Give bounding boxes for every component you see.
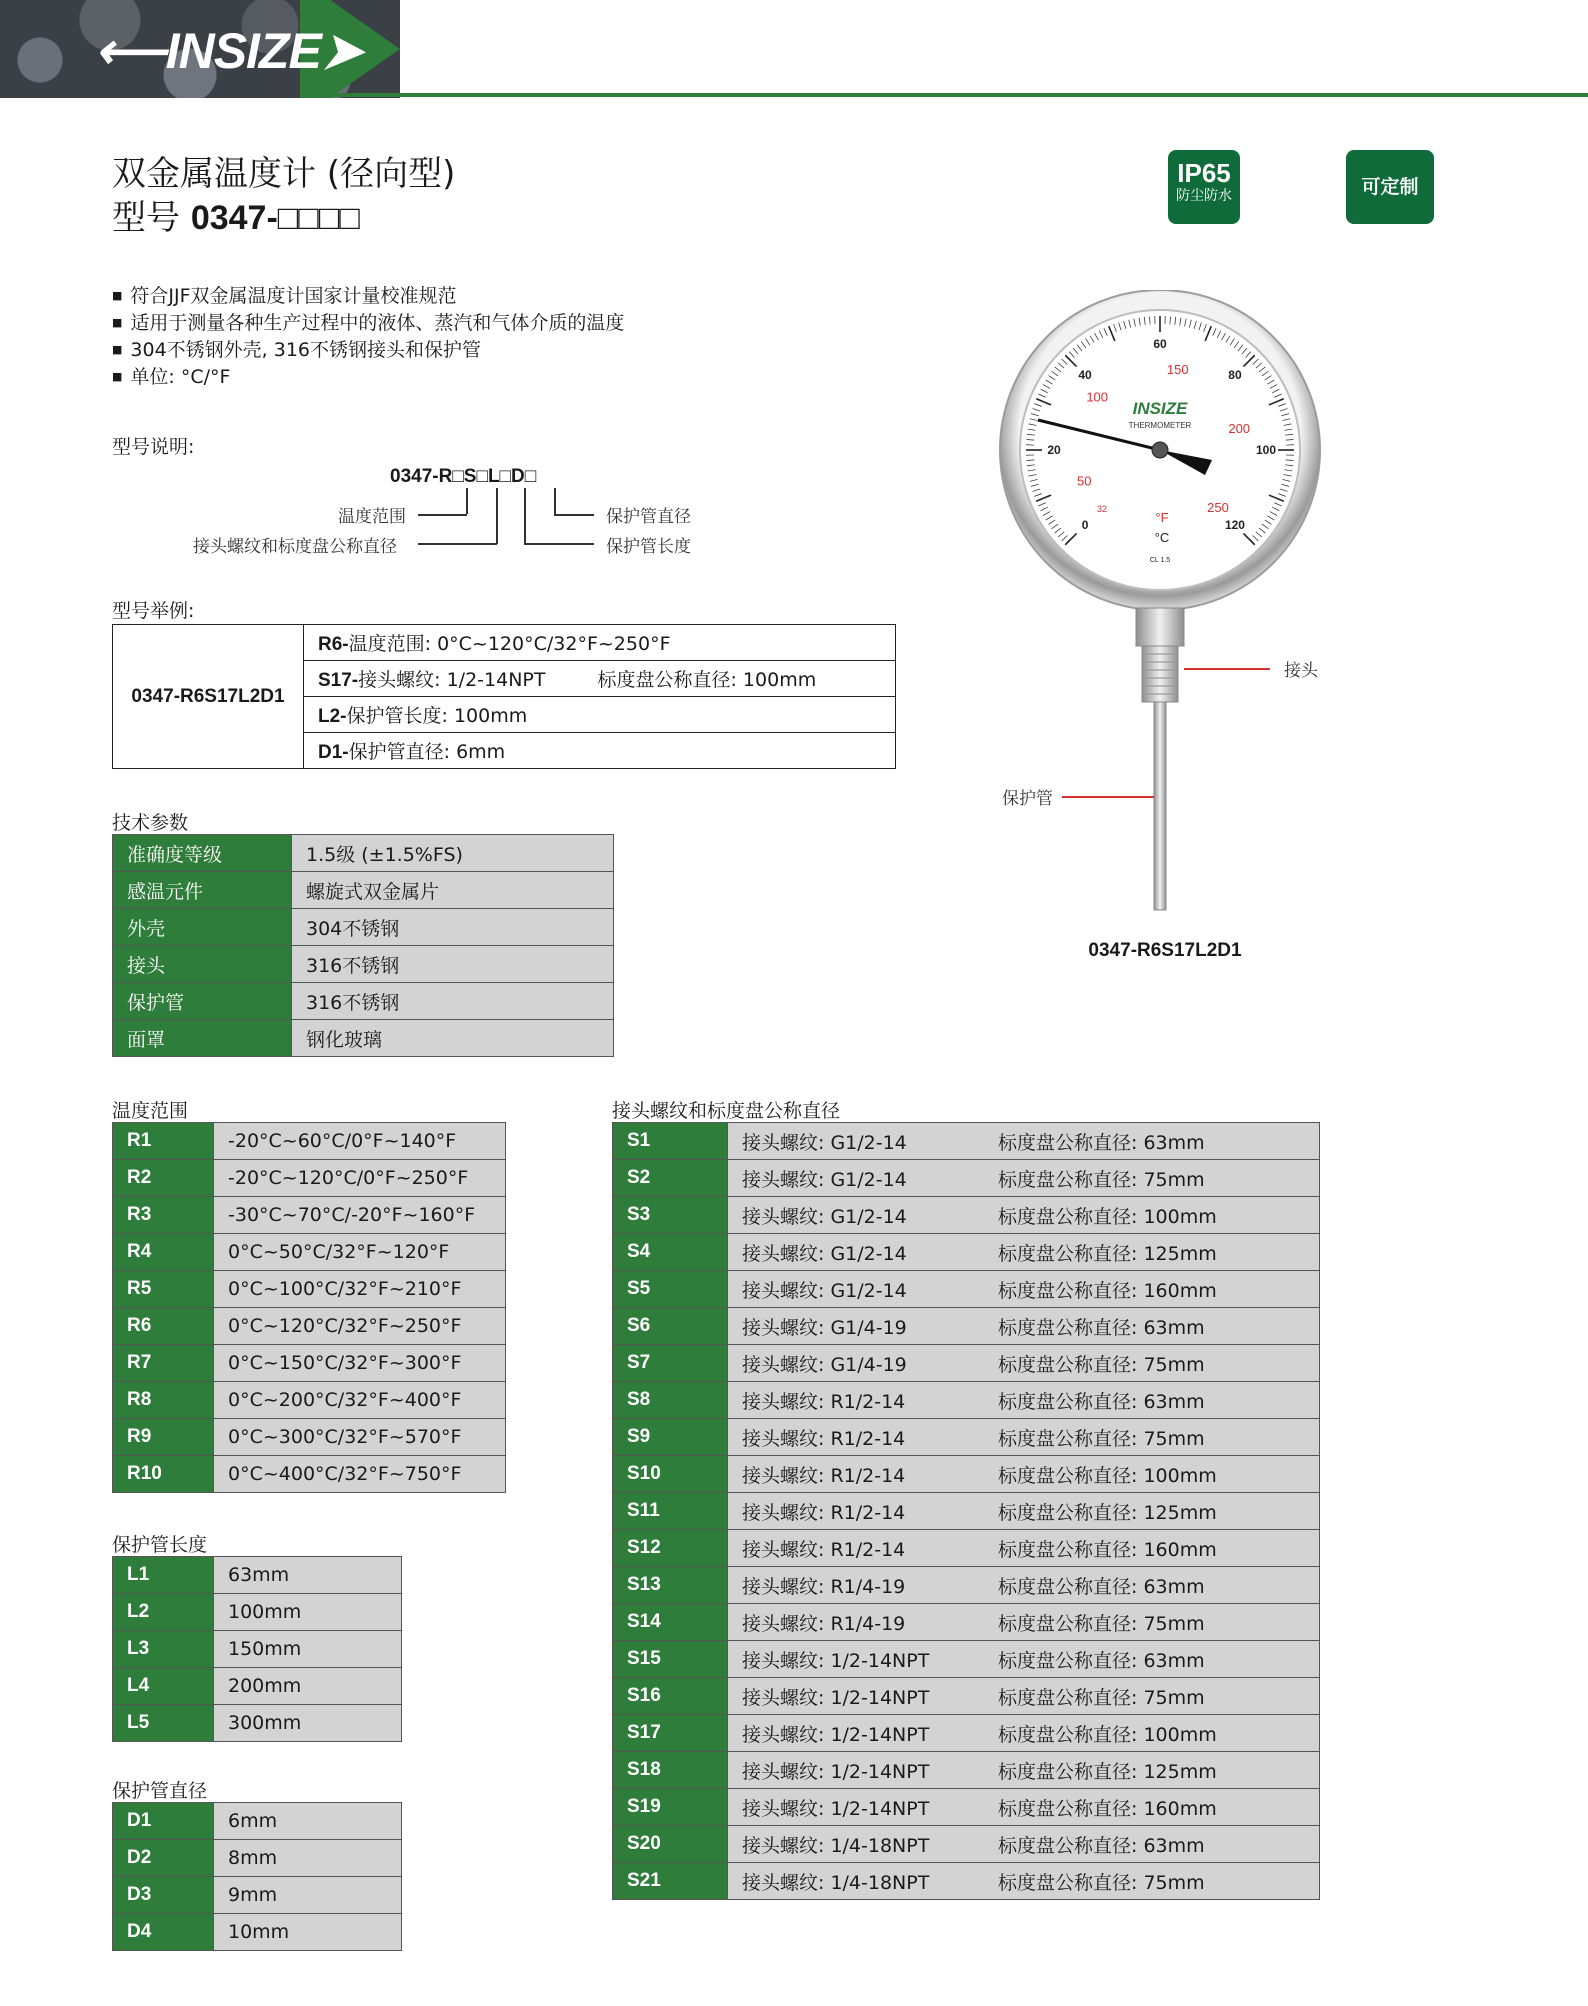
thread-spec: 接头螺纹: G1/2-14 — [742, 1168, 907, 1191]
table-row — [113, 1020, 614, 1057]
row-code: L4 — [113, 1668, 214, 1705]
row-code: S2 — [613, 1160, 728, 1197]
row-code: S21 — [613, 1863, 728, 1900]
diagram-label-range: 温度范围 — [338, 507, 406, 527]
row-value: 300mm — [214, 1705, 402, 1742]
table-row — [613, 1197, 1320, 1234]
row-value: -20°C~60°C/0°F~140°F — [214, 1123, 506, 1160]
thread-dial-heading: 接头螺纹和标度盘公称直径 — [612, 1100, 841, 1122]
row-code: S18 — [613, 1752, 728, 1789]
thread-spec: 接头螺纹: G1/2-14 — [742, 1131, 907, 1154]
thread-spec: 接头螺纹: R1/2-14 — [742, 1501, 906, 1524]
dial-diameter-spec: 标度盘公称直径: 63mm — [998, 1834, 1205, 1857]
diagram-line — [466, 488, 468, 514]
table-row — [113, 1914, 402, 1951]
row-code: L5 — [113, 1705, 214, 1742]
row-code: S10 — [613, 1456, 728, 1493]
thread-spec: 接头螺纹: G1/4-19 — [742, 1316, 907, 1339]
example-text: 保护管直径: 6mm — [348, 741, 506, 763]
dial-diameter-spec: 标度盘公称直径: 75mm — [998, 1686, 1205, 1709]
ip65-code: IP65 — [1177, 158, 1231, 188]
header-divider-line — [330, 93, 1588, 97]
tech-value: 316不锈钢 — [292, 946, 614, 983]
row-value: 0°C~300°C/32°F~570°F — [214, 1419, 506, 1456]
thread-spec: 接头螺纹: 1/2-14NPT — [742, 1649, 930, 1672]
dial-diameter-spec: 标度盘公称直径: 75mm — [998, 1871, 1205, 1894]
celsius-label: 80 — [1228, 368, 1242, 383]
row-code: R9 — [113, 1419, 214, 1456]
row-code: S8 — [613, 1382, 728, 1419]
table-row — [613, 1308, 1320, 1345]
dial-diameter-spec: 标度盘公称直径: 100mm — [998, 1464, 1217, 1487]
tube-diameter-table — [112, 1802, 402, 1951]
temp-range-table — [112, 1122, 506, 1493]
table-row — [613, 1234, 1320, 1271]
logo-text: INSIZE — [165, 23, 321, 79]
row-code: R3 — [113, 1197, 214, 1234]
table-row — [613, 1419, 1320, 1456]
tech-value: 304不锈钢 — [292, 909, 614, 946]
row-value: -30°C~70°C/-20°F~160°F — [214, 1197, 506, 1234]
example-text: 温度范围: 0°C~120°C/32°F~250°F — [348, 633, 671, 655]
fahrenheit-label: 250 — [1207, 499, 1229, 515]
tube-diameter-heading: 保护管直径 — [112, 1780, 208, 1802]
thermometer-image — [990, 290, 1330, 920]
fahrenheit-label: 32 — [1097, 503, 1108, 514]
feature-item: ■ 单位: °C/°F — [112, 365, 624, 392]
table-row — [113, 1419, 506, 1456]
table-row — [613, 1863, 1320, 1900]
dial-diameter-spec: 标度盘公称直径: 63mm — [998, 1316, 1205, 1339]
row-code: R4 — [113, 1234, 214, 1271]
model-explanation-heading: 型号说明: — [112, 436, 195, 458]
row-code: R10 — [113, 1456, 214, 1493]
row-value: 100mm — [214, 1594, 402, 1631]
row-value — [728, 1382, 1320, 1419]
thread-spec: 接头螺纹: 1/2-14NPT — [742, 1760, 930, 1783]
thread-spec: 接头螺纹: R1/4-19 — [742, 1575, 906, 1598]
table-row — [113, 1197, 506, 1234]
row-value — [728, 1789, 1320, 1826]
model-title-prefix: 型号 — [112, 198, 191, 238]
example-text: 保护管长度: 100mm — [346, 705, 528, 727]
example-extra: 标度盘公称直径: 100mm — [597, 669, 817, 691]
row-code: S12 — [613, 1530, 728, 1567]
dial-diameter-spec: 标度盘公称直径: 160mm — [998, 1279, 1217, 1302]
thread-dial-table — [612, 1122, 1320, 1900]
table-row — [113, 1840, 402, 1877]
table-row — [113, 1557, 402, 1594]
celsius-label: 0 — [1081, 517, 1089, 532]
celsius-label: 100 — [1255, 443, 1277, 457]
dial-diameter-spec: 标度盘公称直径: 125mm — [998, 1242, 1217, 1265]
dial-diameter-spec: 标度盘公称直径: 100mm — [998, 1723, 1217, 1746]
row-code: R1 — [113, 1123, 214, 1160]
example-heading: 型号举例: — [112, 600, 195, 622]
logo-arrow-right-icon: ➤ — [320, 23, 362, 79]
table-row — [113, 1803, 402, 1840]
row-value: 0°C~150°C/32°F~300°F — [214, 1345, 506, 1382]
table-row — [113, 1594, 402, 1631]
dial-brand: INSIZE — [1132, 399, 1188, 418]
tech-key: 感温元件 — [113, 872, 292, 909]
row-code: S19 — [613, 1789, 728, 1826]
example-key: S17- — [318, 670, 359, 691]
table-row — [113, 1382, 506, 1419]
table-row — [613, 1604, 1320, 1641]
dial-diameter-spec: 标度盘公称直径: 75mm — [998, 1612, 1205, 1635]
celsius-label: 60 — [1153, 337, 1167, 351]
fahrenheit-label: 150 — [1166, 361, 1189, 377]
row-value — [728, 1197, 1320, 1234]
tech-value: 316不锈钢 — [292, 983, 614, 1020]
table-row — [613, 1456, 1320, 1493]
thread-spec: 接头螺纹: R1/2-14 — [742, 1538, 906, 1561]
table-row — [113, 1123, 506, 1160]
diagram-line — [524, 488, 526, 544]
table-row — [613, 1752, 1320, 1789]
model-title — [112, 190, 360, 239]
table-row — [613, 1789, 1320, 1826]
dial-diameter-spec: 标度盘公称直径: 125mm — [998, 1760, 1217, 1783]
thread-spec: 接头螺纹: G1/2-14 — [742, 1242, 907, 1265]
row-value — [728, 1160, 1320, 1197]
table-row — [613, 1567, 1320, 1604]
row-code: D1 — [113, 1803, 214, 1840]
dial-diameter-spec: 标度盘公称直径: 125mm — [998, 1501, 1217, 1524]
row-code: S6 — [613, 1308, 728, 1345]
diagram-line — [496, 488, 498, 544]
dial-diameter-spec: 标度盘公称直径: 160mm — [998, 1538, 1217, 1561]
gauge-hub — [1152, 442, 1168, 458]
table-row — [613, 1345, 1320, 1382]
table-row — [113, 1345, 506, 1382]
diagram-line — [554, 514, 594, 516]
diagram-line — [418, 543, 497, 545]
dial-diameter-spec: 标度盘公称直径: 100mm — [998, 1205, 1217, 1228]
table-row — [113, 1308, 506, 1345]
example-row — [304, 697, 896, 733]
row-code: R2 — [113, 1160, 214, 1197]
tech-key: 面罩 — [113, 1020, 292, 1057]
row-value — [728, 1493, 1320, 1530]
diagram-label-thread: 接头螺纹和标度盘公称直径 — [193, 537, 397, 557]
row-code: S7 — [613, 1345, 728, 1382]
row-value: 200mm — [214, 1668, 402, 1705]
table-row — [113, 1234, 506, 1271]
tech-key: 准确度等级 — [113, 835, 292, 872]
row-value: 63mm — [214, 1557, 402, 1594]
ip65-text: 防尘防水 — [1176, 188, 1232, 204]
table-row — [613, 1678, 1320, 1715]
row-value: 0°C~400°C/32°F~750°F — [214, 1456, 506, 1493]
row-code: S11 — [613, 1493, 728, 1530]
temp-range-heading: 温度范围 — [112, 1100, 189, 1122]
model-code-pattern: 0347-R□S□L□D□ — [390, 466, 537, 487]
row-value: 150mm — [214, 1631, 402, 1668]
example-row — [304, 661, 896, 697]
table-row — [613, 1826, 1320, 1863]
row-code: S9 — [613, 1419, 728, 1456]
tech-key: 外壳 — [113, 909, 292, 946]
row-code: S15 — [613, 1641, 728, 1678]
row-code: L1 — [113, 1557, 214, 1594]
row-value — [728, 1419, 1320, 1456]
row-value — [728, 1308, 1320, 1345]
row-value: 0°C~200°C/32°F~400°F — [214, 1382, 506, 1419]
table-row — [113, 1668, 402, 1705]
row-value: 0°C~100°C/32°F~210°F — [214, 1271, 506, 1308]
row-code: R7 — [113, 1345, 214, 1382]
row-code: L3 — [113, 1631, 214, 1668]
row-code: S17 — [613, 1715, 728, 1752]
tech-heading: 技术参数 — [112, 812, 189, 834]
thread-spec: 接头螺纹: 1/4-18NPT — [742, 1871, 930, 1894]
example-key: D1- — [318, 742, 349, 763]
dial-unit-c: °C — [1154, 530, 1170, 545]
row-value: 9mm — [214, 1877, 402, 1914]
thread-spec: 接头螺纹: G1/2-14 — [742, 1279, 907, 1302]
celsius-label: 20 — [1047, 443, 1061, 457]
table-row — [613, 1271, 1320, 1308]
callout-line-connector — [1184, 668, 1270, 670]
table-row — [113, 909, 614, 946]
row-value — [728, 1123, 1320, 1160]
diagram-line — [524, 543, 594, 545]
row-value: 0°C~120°C/32°F~250°F — [214, 1308, 506, 1345]
row-value — [728, 1567, 1320, 1604]
thread-spec: 接头螺纹: R1/4-19 — [742, 1612, 906, 1635]
row-code: R5 — [113, 1271, 214, 1308]
tech-key: 接头 — [113, 946, 292, 983]
example-row — [304, 733, 896, 769]
feature-item: ■ 适用于测量各种生产过程中的液体、蒸汽和气体介质的温度 — [112, 311, 624, 338]
table-row — [113, 872, 614, 909]
table-row — [613, 1493, 1320, 1530]
model-title-code: 0347-□□□□ — [190, 199, 360, 237]
table-row — [113, 835, 614, 872]
row-value — [728, 1826, 1320, 1863]
dial-diameter-spec: 标度盘公称直径: 160mm — [998, 1797, 1217, 1820]
row-value — [728, 1345, 1320, 1382]
table-row — [113, 1456, 506, 1493]
tube-length-heading: 保护管长度 — [112, 1534, 208, 1556]
row-value — [728, 1641, 1320, 1678]
diagram-label-tube-diameter: 保护管直径 — [606, 507, 691, 527]
row-value — [728, 1863, 1320, 1900]
row-value: 8mm — [214, 1840, 402, 1877]
diagram-label-tube-length: 保护管长度 — [606, 537, 691, 557]
table-row — [113, 625, 896, 661]
tech-key: 保护管 — [113, 983, 292, 1020]
table-row — [613, 1715, 1320, 1752]
row-code: R8 — [113, 1382, 214, 1419]
dial-diameter-spec: 标度盘公称直径: 63mm — [998, 1131, 1205, 1154]
tech-value: 1.5级 (±1.5%FS) — [292, 835, 614, 872]
dial-unit-f: °F — [1155, 510, 1169, 525]
thread-spec: 接头螺纹: R1/2-14 — [742, 1390, 906, 1413]
logo-arrow-left-icon: ⟵ — [95, 23, 166, 79]
thread-spec: 接头螺纹: R1/2-14 — [742, 1464, 906, 1487]
thread-spec: 接头螺纹: G1/4-19 — [742, 1353, 907, 1376]
table-row — [113, 1271, 506, 1308]
brand-logo — [95, 22, 362, 80]
diagram-line — [554, 488, 556, 514]
feature-item: ■ 304不锈钢外壳, 316不锈钢接头和保护管 — [112, 338, 624, 365]
ip65-badge — [1168, 150, 1240, 224]
gauge-protection-tube — [1154, 702, 1166, 910]
dial-diameter-spec: 标度盘公称直径: 75mm — [998, 1353, 1205, 1376]
diagram-line — [418, 514, 467, 516]
row-code: S4 — [613, 1234, 728, 1271]
table-row — [113, 1877, 402, 1914]
tube-length-table — [112, 1556, 402, 1742]
example-key: L2- — [318, 706, 347, 727]
row-code: S3 — [613, 1197, 728, 1234]
thread-spec: 接头螺纹: 1/2-14NPT — [742, 1797, 930, 1820]
table-row — [113, 983, 614, 1020]
table-row — [113, 1160, 506, 1197]
table-row — [613, 1530, 1320, 1567]
table-row — [113, 946, 614, 983]
table-row — [113, 1631, 402, 1668]
table-row — [613, 1382, 1320, 1419]
row-code: S20 — [613, 1826, 728, 1863]
thread-spec: 接头螺纹: 1/2-14NPT — [742, 1686, 930, 1709]
example-text: 接头螺纹: 1/2-14NPT — [358, 669, 546, 691]
customizable-badge: 可定制 — [1346, 150, 1434, 224]
row-code: S13 — [613, 1567, 728, 1604]
thread-spec: 接头螺纹: R1/2-14 — [742, 1427, 906, 1450]
example-code: 0347-R6S17L2D1 — [113, 625, 304, 769]
callout-tube: 保护管 — [1002, 789, 1053, 809]
row-code: S16 — [613, 1678, 728, 1715]
row-value — [728, 1271, 1320, 1308]
tech-value: 钢化玻璃 — [292, 1020, 614, 1057]
row-value — [728, 1530, 1320, 1567]
fahrenheit-label: 50 — [1077, 473, 1092, 489]
row-value — [728, 1604, 1320, 1641]
dial-subtitle: THERMOMETER — [1128, 421, 1192, 430]
row-code: S5 — [613, 1271, 728, 1308]
feature-list — [112, 284, 624, 392]
dial-diameter-spec: 标度盘公称直径: 63mm — [998, 1575, 1205, 1598]
example-table — [112, 624, 896, 769]
table-row — [613, 1160, 1320, 1197]
dial-class: CL 1.5 — [1149, 557, 1171, 564]
celsius-label: 120 — [1224, 517, 1245, 532]
dial-diameter-spec: 标度盘公称直径: 63mm — [998, 1649, 1205, 1672]
thread-spec: 接头螺纹: G1/2-14 — [742, 1205, 907, 1228]
feature-item: ■ 符合JJF双金属温度计国家计量校准规范 — [112, 284, 624, 311]
example-key: R6- — [318, 634, 349, 655]
callout-line-tube — [1062, 796, 1154, 798]
row-code: D4 — [113, 1914, 214, 1951]
row-value: 10mm — [214, 1914, 402, 1951]
fahrenheit-label: 100 — [1086, 389, 1109, 405]
fahrenheit-label: 200 — [1228, 420, 1251, 436]
row-code: S14 — [613, 1604, 728, 1641]
gauge-hex-nut — [1136, 608, 1184, 646]
tech-table — [112, 834, 614, 1057]
row-code: R6 — [113, 1308, 214, 1345]
row-code: D2 — [113, 1840, 214, 1877]
row-value: -20°C~120°C/0°F~250°F — [214, 1160, 506, 1197]
table-row — [113, 1705, 402, 1742]
thread-spec: 接头螺纹: 1/4-18NPT — [742, 1834, 930, 1857]
row-code: S1 — [613, 1123, 728, 1160]
row-value — [728, 1456, 1320, 1493]
row-value — [728, 1752, 1320, 1789]
dial-diameter-spec: 标度盘公称直径: 75mm — [998, 1168, 1205, 1191]
row-code: L2 — [113, 1594, 214, 1631]
tech-value: 螺旋式双金属片 — [292, 872, 614, 909]
row-code: D3 — [113, 1877, 214, 1914]
row-value: 6mm — [214, 1803, 402, 1840]
table-row — [613, 1123, 1320, 1160]
page-title: 双金属温度计 (径向型) — [112, 154, 456, 194]
row-value — [728, 1234, 1320, 1271]
dial-diameter-spec: 标度盘公称直径: 63mm — [998, 1390, 1205, 1413]
row-value: 0°C~50°C/32°F~120°F — [214, 1234, 506, 1271]
dial-diameter-spec: 标度盘公称直径: 75mm — [998, 1427, 1205, 1450]
row-value — [728, 1678, 1320, 1715]
row-value — [728, 1715, 1320, 1752]
celsius-label: 40 — [1078, 368, 1092, 383]
example-row — [304, 625, 896, 661]
table-row — [613, 1641, 1320, 1678]
product-caption: 0347-R6S17L2D1 — [1088, 940, 1242, 961]
callout-connector: 接头 — [1284, 661, 1318, 681]
thread-spec: 接头螺纹: 1/2-14NPT — [742, 1723, 930, 1746]
